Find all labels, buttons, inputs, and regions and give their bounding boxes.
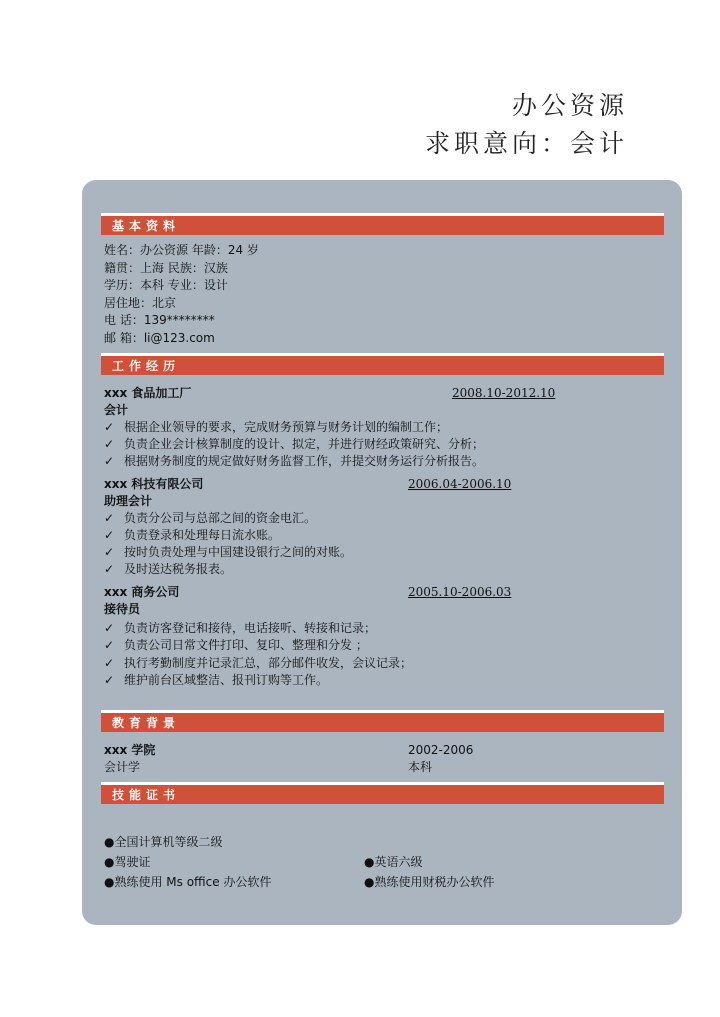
job-duty: ✓ 负责公司日常文件打印、复印、整理和分发 ； [104, 638, 368, 652]
check-icon: ✓ [104, 638, 115, 652]
edu-degree: 本科 [408, 760, 433, 774]
job-duty: ✓ 维护前台区域整洁、报刊订购等工作。 [104, 673, 329, 687]
check-icon: ✓ [104, 673, 115, 687]
basic-line: 居住地：北京 [104, 296, 177, 310]
section-work-title: 工作经历 [112, 359, 181, 373]
edu-school: xxx 学院 [104, 743, 156, 757]
check-icon: ✓ [104, 545, 115, 559]
job-period: 2008.10-2012.10 [452, 386, 556, 400]
basic-line: 籍贯：上海 民族：汉族 [104, 261, 228, 275]
skill-item: ●驾驶证 [104, 855, 151, 869]
job-duty: ✓ 及时送达税务报表。 [104, 562, 233, 576]
header-name: 办公资源 [511, 91, 628, 120]
skill-item: ●熟练使用财税办公软件 [364, 875, 495, 889]
job-company: xxx 食品加工厂 [104, 386, 192, 400]
section-basic-bar [101, 213, 664, 235]
job-duty: ✓ 负责访客登记和接待，电话接听、转接和记录； [104, 621, 377, 635]
job-duty: ✓ 负责分公司与总部之间的资金电汇。 [104, 511, 317, 525]
section-skills-title: 技能证书 [112, 788, 181, 802]
check-icon: ✓ [104, 437, 115, 451]
check-icon: ✓ [104, 656, 115, 670]
skill-item: ●全国计算机等级二级 [104, 835, 223, 849]
job-duty: ✓ 根据企业领导的要求，完成财务预算与财务计划的编制工作； [104, 420, 449, 434]
check-icon: ✓ [104, 528, 115, 542]
section-work-bar [101, 353, 664, 375]
section-edu-bar [101, 710, 664, 732]
job-company: xxx 商务公司 [104, 585, 180, 599]
basic-line: 姓名：办公资源 年龄：24 岁 [104, 243, 259, 257]
section-edu-title: 教育背景 [112, 716, 181, 730]
check-icon: ✓ [104, 621, 115, 635]
basic-line: 邮 箱：li@123.com [104, 331, 215, 345]
section-basic-title: 基本资料 [112, 219, 181, 233]
job-role: 助理会计 [104, 494, 153, 508]
check-icon: ✓ [104, 562, 115, 576]
job-period: 2006.04-2006.10 [408, 477, 512, 491]
basic-line: 学历：本科 专业：设计 [104, 278, 228, 292]
check-icon: ✓ [104, 454, 115, 468]
job-role: 接待员 [104, 602, 141, 616]
check-icon: ✓ [104, 420, 115, 434]
header-target: 求职意向：会计 [424, 129, 628, 158]
job-period: 2005.10-2006.03 [408, 585, 512, 599]
job-duty: ✓ 按时负责处理与中国建设银行之间的对账。 [104, 545, 353, 559]
job-duty: ✓ 根据财务制度的规定做好财务监督工作，并提交财务运行分析报告。 [104, 454, 485, 468]
basic-line: 电 话：139******** [104, 313, 215, 327]
skill-item: ●英语六级 [364, 855, 423, 869]
resume-panel [82, 180, 682, 925]
check-icon: ✓ [104, 511, 115, 525]
section-skills-bar [101, 782, 664, 804]
job-duty: ✓ 负责登录和处理每日流水账。 [104, 528, 281, 542]
edu-period: 2002-2006 [408, 743, 474, 757]
job-duty: ✓ 执行考勤制度并记录汇总，部分邮件收发，会议记录； [104, 656, 413, 670]
job-role: 会计 [104, 403, 129, 417]
job-company: xxx 科技有限公司 [104, 477, 204, 491]
edu-major: 会计学 [104, 760, 141, 774]
skill-item: ●熟练使用 Ms office 办公软件 [104, 875, 272, 889]
job-duty: ✓ 负责企业会计核算制度的设计、拟定，并进行财经政策研究、分析； [104, 437, 485, 451]
